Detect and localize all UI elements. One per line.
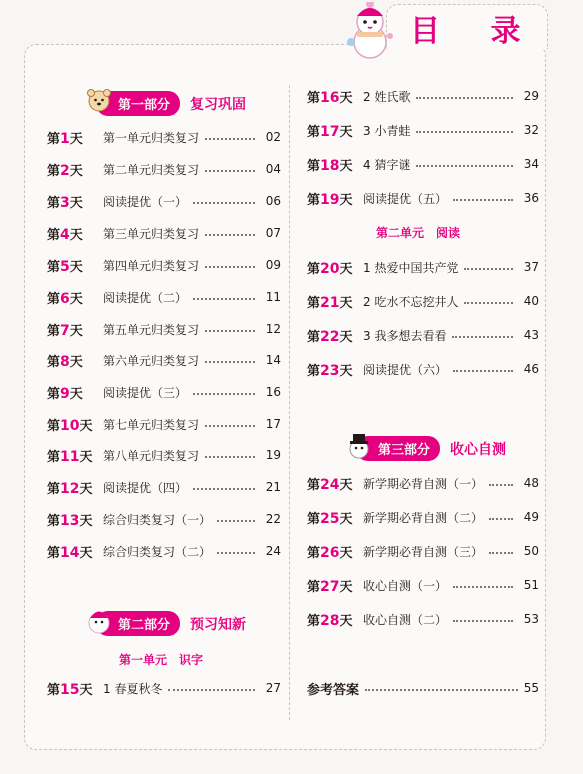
leader-dots xyxy=(168,681,255,691)
day-label xyxy=(47,256,103,275)
toc-entry[interactable] xyxy=(307,257,539,277)
day-number: 25 xyxy=(320,510,340,527)
day-number: 1 xyxy=(60,130,70,147)
day-suffix: 天 xyxy=(79,545,93,561)
day-prefix: 第 xyxy=(307,477,321,493)
day-prefix: 第 xyxy=(47,323,61,339)
entry-page: 19 xyxy=(265,448,281,462)
snowman-small-icon xyxy=(84,605,114,635)
day-number: 18 xyxy=(320,157,340,174)
entry-title: 综合归类复习（一） xyxy=(103,512,212,527)
entry-title: 新学期必背自测（二） xyxy=(363,510,484,525)
entry-title: 3 小青蛙 xyxy=(363,123,411,138)
day-number: 20 xyxy=(320,260,340,277)
entry-title: 2 姓氏歌 xyxy=(363,89,411,104)
part-two-pill: 第二部分 xyxy=(96,611,180,636)
day-label xyxy=(307,121,363,140)
answers-page: 55 xyxy=(523,681,539,695)
toc-entry[interactable] xyxy=(47,287,281,307)
unit-one-heading: 第一单元 识字 xyxy=(119,653,204,667)
entry-title: 阅读提优（二） xyxy=(103,290,188,305)
entry-page: 02 xyxy=(265,130,281,144)
toc-entry[interactable] xyxy=(47,350,281,370)
day-prefix: 第 xyxy=(47,354,61,370)
toc-entry[interactable] xyxy=(307,609,539,629)
day-label xyxy=(307,155,363,174)
leader-dots xyxy=(205,448,255,458)
day-suffix: 天 xyxy=(339,477,353,493)
day-label xyxy=(307,326,363,345)
day-label xyxy=(47,160,103,179)
entry-page: 34 xyxy=(523,157,539,171)
day-label xyxy=(307,189,363,208)
day-number: 4 xyxy=(60,226,70,243)
day-label xyxy=(307,258,363,277)
toc-entry[interactable] xyxy=(47,223,281,243)
column-divider xyxy=(289,85,290,720)
day-prefix: 第 xyxy=(47,131,61,147)
day-prefix: 第 xyxy=(47,682,61,698)
leader-dots xyxy=(453,578,513,588)
day-label xyxy=(47,192,103,211)
toc-entry[interactable] xyxy=(307,359,539,379)
day-suffix: 天 xyxy=(69,323,83,339)
toc-entry[interactable] xyxy=(47,191,281,211)
part-two-title: 预习知新 xyxy=(190,616,247,633)
leader-dots xyxy=(365,681,518,691)
toc-entry[interactable] xyxy=(47,255,281,275)
day-label xyxy=(47,128,103,147)
leader-dots xyxy=(489,544,513,554)
entry-page: 12 xyxy=(265,322,281,336)
leader-dots xyxy=(193,290,255,300)
leader-dots xyxy=(416,123,513,133)
leader-dots xyxy=(205,353,255,363)
entry-title: 阅读提优（六） xyxy=(363,362,448,377)
toc-entry[interactable] xyxy=(47,541,281,561)
leader-dots xyxy=(453,191,513,201)
day-number: 21 xyxy=(320,294,340,311)
day-number: 3 xyxy=(60,194,70,211)
toc-entry[interactable] xyxy=(307,188,539,208)
entry-page: 49 xyxy=(523,510,539,524)
day-prefix: 第 xyxy=(307,295,321,311)
day-number: 26 xyxy=(320,544,340,561)
day-prefix: 第 xyxy=(47,418,61,434)
entry-page: 09 xyxy=(265,258,281,272)
day-prefix: 第 xyxy=(307,192,321,208)
entry-page: 32 xyxy=(523,123,539,137)
day-number: 2 xyxy=(60,162,70,179)
entry-page: 24 xyxy=(265,544,281,558)
entry-title: 阅读提优（三） xyxy=(103,385,188,400)
day-label xyxy=(47,288,103,307)
part-one-pill: 第一部分 xyxy=(96,91,180,116)
toc-entry[interactable] xyxy=(307,154,539,174)
entry-page: 37 xyxy=(523,260,539,274)
day-number: 28 xyxy=(320,612,340,629)
entry-page: 43 xyxy=(523,328,539,342)
entry-page: 29 xyxy=(523,89,539,103)
entry-title: 1 春夏秋冬 xyxy=(103,681,163,696)
day-label xyxy=(47,679,103,698)
leader-dots xyxy=(416,157,513,167)
day-number: 12 xyxy=(60,480,80,497)
day-number: 7 xyxy=(60,322,70,339)
day-number: 23 xyxy=(320,362,340,379)
day-suffix: 天 xyxy=(339,192,353,208)
day-suffix: 天 xyxy=(79,513,93,529)
snowman-icon xyxy=(340,2,404,60)
day-label xyxy=(307,360,363,379)
part-three-title: 收心自测 xyxy=(450,441,507,458)
day-suffix: 天 xyxy=(79,418,93,434)
day-suffix: 天 xyxy=(339,90,353,106)
day-prefix: 第 xyxy=(47,195,61,211)
day-suffix: 天 xyxy=(69,195,83,211)
entry-title: 收心自测（一） xyxy=(363,578,448,593)
day-number: 22 xyxy=(320,328,340,345)
entry-page: 27 xyxy=(265,681,281,695)
entry-title: 1 热爱中国共产党 xyxy=(363,260,459,275)
entry-page: 06 xyxy=(265,194,281,208)
day-number: 13 xyxy=(60,512,80,529)
day-label xyxy=(47,542,103,561)
day-number: 14 xyxy=(60,544,80,561)
entry-page: 11 xyxy=(265,290,281,304)
day-suffix: 天 xyxy=(339,579,353,595)
toc-entry[interactable] xyxy=(47,159,281,179)
entry-title: 2 吃水不忘挖井人 xyxy=(363,294,459,309)
day-suffix: 天 xyxy=(79,449,93,465)
toc-entry[interactable] xyxy=(47,509,281,529)
leader-dots xyxy=(205,226,255,236)
leader-dots xyxy=(489,510,513,520)
day-prefix: 第 xyxy=(47,545,61,561)
day-label xyxy=(47,478,103,497)
leader-dots xyxy=(452,328,513,338)
day-label xyxy=(307,292,363,311)
day-suffix: 天 xyxy=(339,124,353,140)
entry-page: 14 xyxy=(265,353,281,367)
toc-entry[interactable] xyxy=(47,382,281,402)
day-prefix: 第 xyxy=(307,90,321,106)
toc-entry[interactable] xyxy=(47,477,281,497)
leader-dots xyxy=(464,294,513,304)
entry-title: 第五单元归类复习 xyxy=(103,322,200,337)
answers-label: 参考答案 xyxy=(307,682,360,698)
day-number: 16 xyxy=(320,89,340,106)
page-title: 目 录 xyxy=(410,14,541,49)
entry-page: 21 xyxy=(265,480,281,494)
toc-entry[interactable] xyxy=(47,414,281,434)
day-suffix: 天 xyxy=(69,131,83,147)
entry-page: 48 xyxy=(523,476,539,490)
day-label xyxy=(47,510,103,529)
day-label xyxy=(47,224,103,243)
toc-entry-answers[interactable] xyxy=(307,678,539,698)
day-label xyxy=(47,320,103,339)
toc-entry[interactable] xyxy=(307,473,539,493)
part-three-header xyxy=(356,436,506,461)
entry-title: 第八单元归类复习 xyxy=(103,448,200,463)
day-label xyxy=(307,576,363,595)
leader-dots xyxy=(217,512,255,522)
leader-dots xyxy=(416,89,513,99)
day-label xyxy=(307,508,363,527)
entry-title: 阅读提优（一） xyxy=(103,194,188,209)
day-label xyxy=(307,474,363,493)
day-suffix: 天 xyxy=(339,158,353,174)
bear-icon xyxy=(84,85,114,115)
day-label xyxy=(47,351,103,370)
leader-dots xyxy=(205,130,255,140)
day-prefix: 第 xyxy=(47,259,61,275)
entry-title: 第三单元归类复习 xyxy=(103,226,200,241)
leader-dots xyxy=(489,476,513,486)
day-number: 27 xyxy=(320,578,340,595)
entry-title: 第一单元归类复习 xyxy=(103,130,200,145)
entry-page: 17 xyxy=(265,417,281,431)
day-label xyxy=(47,383,103,402)
entry-page: 22 xyxy=(265,512,281,526)
day-number: 19 xyxy=(320,191,340,208)
day-number: 5 xyxy=(60,258,70,275)
toc-entry[interactable] xyxy=(307,541,539,561)
entry-title: 第七单元归类复习 xyxy=(103,417,200,432)
toc-entry[interactable] xyxy=(47,127,281,147)
toc-entry[interactable] xyxy=(307,575,539,595)
day-number: 15 xyxy=(60,681,80,698)
leader-dots xyxy=(205,258,255,268)
day-prefix: 第 xyxy=(307,545,321,561)
part-three-pill: 第三部分 xyxy=(356,436,440,461)
leader-dots xyxy=(464,260,513,270)
day-prefix: 第 xyxy=(307,329,321,345)
leader-dots xyxy=(217,544,255,554)
day-suffix: 天 xyxy=(69,354,83,370)
day-suffix: 天 xyxy=(69,227,83,243)
entry-page: 53 xyxy=(523,612,539,626)
toc-entry[interactable] xyxy=(47,319,281,339)
day-number: 9 xyxy=(60,385,70,402)
entry-page: 16 xyxy=(265,385,281,399)
day-prefix: 第 xyxy=(47,386,61,402)
entry-title: 第四单元归类复习 xyxy=(103,258,200,273)
day-suffix: 天 xyxy=(339,511,353,527)
day-prefix: 第 xyxy=(307,261,321,277)
day-suffix: 天 xyxy=(79,481,93,497)
day-prefix: 第 xyxy=(47,481,61,497)
day-prefix: 第 xyxy=(307,511,321,527)
leader-dots xyxy=(205,322,255,332)
entry-title: 新学期必背自测（三） xyxy=(363,544,484,559)
leader-dots xyxy=(205,417,255,427)
hat-snowman-icon xyxy=(344,430,374,460)
day-prefix: 第 xyxy=(47,513,61,529)
day-suffix: 天 xyxy=(339,363,353,379)
leader-dots xyxy=(193,194,255,204)
day-prefix: 第 xyxy=(47,291,61,307)
day-suffix: 天 xyxy=(339,545,353,561)
day-label xyxy=(47,415,103,434)
entry-title: 3 我多想去看看 xyxy=(363,328,447,343)
entry-title: 收心自测（二） xyxy=(363,612,448,627)
day-number: 24 xyxy=(320,476,340,493)
entry-page: 36 xyxy=(523,191,539,205)
day-prefix: 第 xyxy=(47,449,61,465)
day-label xyxy=(307,87,363,106)
day-label xyxy=(47,446,103,465)
day-prefix: 第 xyxy=(307,363,321,379)
part-two-header xyxy=(96,611,246,636)
entry-page: 50 xyxy=(523,544,539,558)
day-suffix: 天 xyxy=(339,613,353,629)
day-suffix: 天 xyxy=(69,259,83,275)
entry-title: 第二单元归类复习 xyxy=(103,162,200,177)
day-number: 10 xyxy=(60,417,80,434)
day-suffix: 天 xyxy=(69,386,83,402)
day-prefix: 第 xyxy=(47,227,61,243)
toc-entry[interactable] xyxy=(307,86,539,106)
day-suffix: 天 xyxy=(79,682,93,698)
entry-title: 新学期必背自测（一） xyxy=(363,476,484,491)
day-prefix: 第 xyxy=(307,579,321,595)
toc-entry[interactable] xyxy=(47,445,281,465)
day-number: 17 xyxy=(320,123,340,140)
toc-entry[interactable] xyxy=(307,291,539,311)
day-prefix: 第 xyxy=(47,163,61,179)
day-suffix: 天 xyxy=(339,261,353,277)
toc-entry[interactable] xyxy=(307,325,539,345)
entry-page: 07 xyxy=(265,226,281,240)
day-label xyxy=(307,610,363,629)
entry-title: 阅读提优（五） xyxy=(363,191,448,206)
toc-entry[interactable] xyxy=(307,507,539,527)
entry-title: 综合归类复习（二） xyxy=(103,544,212,559)
toc-entry[interactable] xyxy=(307,120,539,140)
day-label xyxy=(307,542,363,561)
leader-dots xyxy=(205,162,255,172)
day-suffix: 天 xyxy=(69,291,83,307)
entry-page: 40 xyxy=(523,294,539,308)
toc-entry[interactable] xyxy=(47,678,281,698)
unit-two-heading: 第二单元 阅读 xyxy=(376,226,461,240)
leader-dots xyxy=(453,362,513,372)
part-one-header xyxy=(96,91,246,116)
leader-dots xyxy=(453,612,513,622)
day-suffix: 天 xyxy=(339,295,353,311)
entry-title: 第六单元归类复习 xyxy=(103,353,200,368)
day-number: 6 xyxy=(60,290,70,307)
day-prefix: 第 xyxy=(307,158,321,174)
entry-title: 阅读提优（四） xyxy=(103,480,188,495)
leader-dots xyxy=(193,385,255,395)
leader-dots xyxy=(193,480,255,490)
day-suffix: 天 xyxy=(339,329,353,345)
entry-title: 4 猜字谜 xyxy=(363,157,411,172)
day-prefix: 第 xyxy=(307,613,321,629)
entry-page: 46 xyxy=(523,362,539,376)
day-number: 11 xyxy=(60,448,80,465)
entry-page: 51 xyxy=(523,578,539,592)
day-suffix: 天 xyxy=(69,163,83,179)
day-number: 8 xyxy=(60,353,70,370)
entry-page: 04 xyxy=(265,162,281,176)
day-prefix: 第 xyxy=(307,124,321,140)
part-one-title: 复习巩固 xyxy=(190,96,247,113)
